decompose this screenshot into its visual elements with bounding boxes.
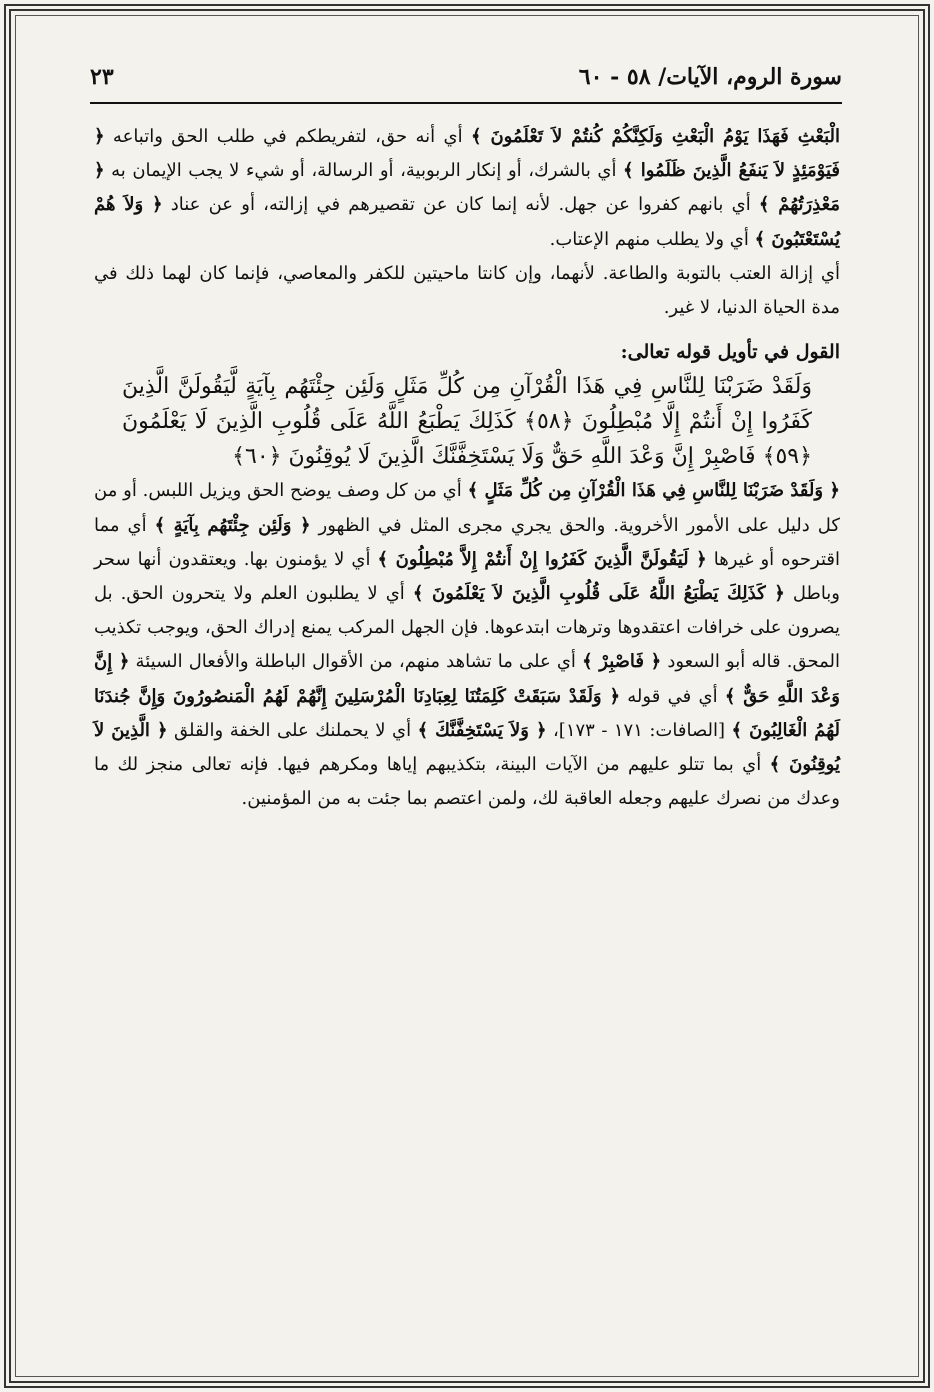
commentary-text: أي بانهم كفروا عن جهل. لأنه إنما كان عن تقصيرهم في إزالته، أو عن عناد	[162, 194, 759, 216]
paragraph-3	[94, 474, 840, 816]
commentary-text: أي لا يطلبون العلم ولا يتحرون الحق. بل يصرون على خرافات اعتقدوها وترهات ابتدعوها. فإن الجهل المركب يمنع إدراك الحق، ويوجب تكذيب المحق. قاله أبو السعود	[94, 583, 840, 673]
commentary-text: أي في قوله	[620, 685, 725, 707]
quran-verses-block: وَلَقَدْ ضَرَبْنَا لِلنَّاسِ فِي هَذَا الْقُرْآنِ مِن كُلِّ مَثَلٍ وَلَئِن جِئْتَهُم بِآيَةٍ لَّيَقُولَنَّ الَّذِينَ كَفَرُوا إِنْ أَنتُمْ إِلَّا مُبْطِلُونَ ﴿٥٨﴾ كَذَلِكَ يَطْبَعُ اللَّهُ عَلَى قُلُوبِ الَّذِينَ لَا يَعْلَمُونَ ﴿٥٩﴾ فَاصْبِرْ إِنَّ وَعْدَ اللَّهِ حَقٌّ وَلَا يَسْتَخِفَّنَّكَ الَّذِينَ لَا يُوقِنُونَ ﴿٦٠﴾	[122, 374, 812, 470]
citation-text: [الصافات: ١٧١ - ١٧٣]،	[546, 719, 732, 741]
commentary-text: أي لا يؤمنون بها. ويعتقدون أنها سحر وباطل	[94, 548, 841, 605]
paragraph-2	[94, 257, 840, 325]
quran-quote: ﴿ كَذَلِكَ يَطْبَعُ اللَّهُ عَلَى قُلُوبِ الَّذِينَ لاَ يَعْلَمُونَ ﴾	[412, 583, 785, 605]
commentary-text: أي ولا يطلب منهم الإعتاب.	[549, 228, 755, 250]
commentary-text: أي من كل وصف يوضح الحق ويزيل اللبس. أو من كل دليل على الأمور الأخروية. والحق يجري مجرى المثل في الظهور	[94, 480, 840, 536]
page-body	[94, 120, 840, 816]
quran-quote: ﴿ فَيَوْمَئِذٍ لاَ يَنفَعُ الَّذِينَ ظَلَمُوا ﴾	[94, 126, 841, 182]
page-number: ٢٣	[90, 64, 114, 90]
commentary-text: أي إزالة العتب بالتوبة والطاعة. لأنهما، وإن كانتا ماحيتين للكفر والمعاصي، فإنما كان لهما ذلك في مدة الحياة الدنيا، لا غير.	[94, 262, 840, 319]
commentary-text: أي مما اقترحوه أو غيرها	[94, 514, 841, 570]
commentary-text: أي على ما تشاهد منهم، من الأقوال الباطلة والأفعال السيئة	[129, 651, 583, 673]
quran-quote: ﴿ الَّذِينَ لاَ يُوقِنُونَ ﴾	[94, 719, 840, 776]
quran-quote: ﴿ إِنَّ وَعْدَ اللَّهِ حَقٌّ ﴾	[94, 651, 840, 707]
quran-quote: ﴿ وَلاَ يَسْتَخِفَّنَّكَ ﴾	[417, 719, 547, 741]
quran-quote: ﴿ لَيَقُولَنَّ الَّذِينَ كَفَرُوا إِنْ أَنتُمْ إِلاَّ مُبْطِلُونَ ﴾	[377, 548, 707, 570]
commentary-text: أي بالشرك، أو إنكار الربوبية، أو الرسالة، أو شيء لا يجب الإيمان به	[104, 160, 624, 182]
quran-quote: الْبَعْثِ فَهَذَا يَوْمُ الْبَعْثِ وَلَكِنَّكُمْ كُنتُمْ لاَ تَعْلَمُونَ ﴾	[470, 126, 840, 147]
quran-quote: ﴿ وَلَقَدْ ضَرَبْنَا لِلنَّاسِ فِي هَذَا الْقُرْآنِ مِن كُلِّ مَثَلٍ ﴾	[467, 480, 840, 502]
section-heading: القول في تأويل قوله تعالى:	[620, 341, 840, 364]
paragraph-1	[94, 120, 840, 257]
quran-quote: ﴿ وَلَقَدْ سَبَقَتْ كَلِمَتُنَا لِعِبَادِنَا الْمُرْسَلِينَ إِنَّهُمْ لَهُمُ الْمَنصُورُونَ وَإِنَّ جُندَنَا لَهُمُ الْغَالِبُونَ ﴾	[94, 685, 840, 741]
quran-quote: ﴿ مَعْذِرَتُهُمْ ﴾	[94, 160, 840, 216]
surah-title: سورة الروم، الآيات/ ٥٨ - ٦٠	[578, 64, 842, 90]
quran-quote: ﴿ وَلاَ هُمْ يُسْتَعْتَبُونَ ﴾	[94, 194, 840, 250]
quran-quote: ﴿ وَلَئِن جِئْتَهُم بِآيَةٍ ﴾	[154, 514, 311, 536]
commentary-text: أي أنه حق، لتفريطكم في طلب الحق واتباعه	[104, 126, 471, 147]
commentary-text: أي بما تتلو عليهم من الآيات البينة، بتكذيبهم إياها ومكرهم فيها. فإنه تعالى منجز لك ما وعدك من نصرك عليهم وجعله العاقبة لك، ولمن اعتصم بما جئت به من المؤمنين.	[94, 754, 840, 810]
commentary-text: أي لا يحملنك على الخفة والقلق	[167, 719, 418, 741]
quran-quote: ﴿ فَاصْبِرْ ﴾	[582, 651, 662, 673]
page-header	[90, 62, 842, 104]
